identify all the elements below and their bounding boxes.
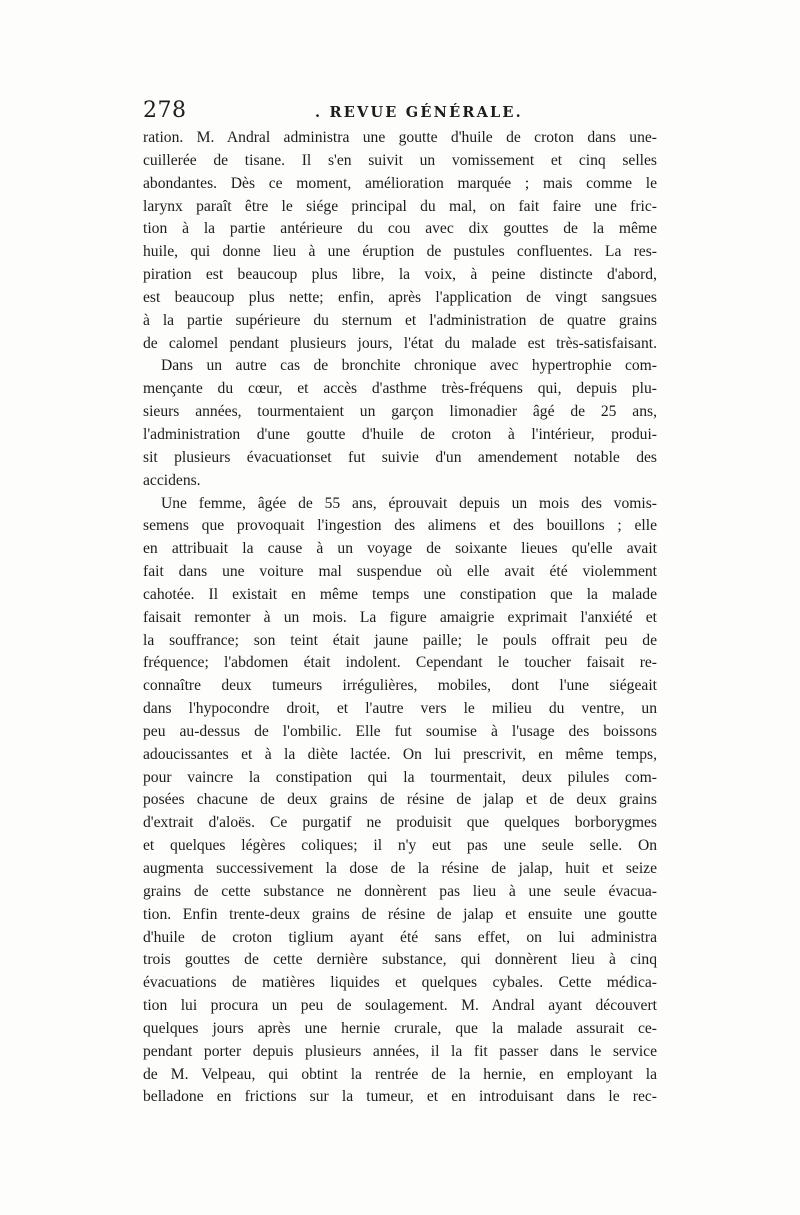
text-line: pour vaincre la constipation qui la tourmentait, deux pilules com- (143, 768, 657, 786)
text-line: cahotée. Il existait en même temps une constipation que la malade (143, 585, 657, 603)
text-line: Dans un autre cas de bronchite chronique avec hypertrophie com- (161, 357, 657, 375)
text-line: connaître deux tumeurs irrégulières, mobiles, dont l'une siégeait (143, 677, 657, 695)
text-line: tion. Enfin trente-deux grains de résine de jalap et ensuite une goutte (143, 905, 657, 923)
text-line: de M. Velpeau, qui obtint la rentrée de la hernie, en employant la (143, 1065, 657, 1083)
text-line: dans l'hypocondre droit, et l'autre vers le milieu du ventre, un (143, 700, 657, 718)
text-line: fait dans une voiture mal suspendue où elle avait été violemment (143, 563, 657, 581)
text-line: sit plusieurs évacuationset fut suivie d'un amendement notable des (143, 448, 657, 466)
text-line: pendant porter depuis plusieurs années, il la fit passer dans le service (143, 1042, 657, 1060)
text-line: piration est beaucoup plus libre, la voix, à peine distincte d'abord, (143, 266, 657, 284)
text-line: tion lui procura un peu de soulagement. M. Andral ayant découvert (143, 997, 657, 1015)
text-line: est beaucoup plus nette; enfin, après l'application de vingt sangsues (143, 288, 657, 306)
text-line: accidens. (143, 471, 201, 489)
text-line: l'administration d'une goutte d'huile de croton à l'intérieur, produi- (143, 425, 657, 443)
text-line: fréquence; l'abdomen était indolent. Cependant le toucher faisait re- (143, 654, 657, 672)
text-line: la souffrance; son teint était jaune paille; le pouls offrait peu de (143, 631, 657, 649)
text-line: évacuations de matières liquides et quelques cybales. Cette médica- (143, 974, 657, 992)
text-line: d'huile de croton tiglium ayant été sans effet, on lui administra (143, 928, 657, 946)
text-line: semens que provoquait l'ingestion des alimens et des bouillons ; elle (143, 517, 657, 535)
running-title: . REVUE GÉNÉRALE. (315, 104, 523, 121)
text-line: quelques jours après une hernie crurale, que la malade assurait ce- (143, 1019, 657, 1037)
text-line: abondantes. Dès ce moment, amélioration marquée ; mais comme le (143, 174, 657, 192)
text-line: à la partie supérieure du sternum et l'administration de quatre grains (143, 311, 657, 329)
text-line: grains de cette substance ne donnèrent pas lieu à une seule évacua- (143, 882, 657, 900)
text-line: d'extrait d'aloës. Ce purgatif ne produisit que quelques borborygmes (143, 814, 657, 832)
page-number: 278 (143, 98, 187, 123)
text-line: sieurs années, tourmentaient un garçon limonadier âgé de 25 ans, (143, 403, 657, 421)
text-line: larynx paraît être le siége principal du mal, on fait faire une fric- (143, 197, 657, 215)
text-line: tion à la partie antérieure du cou avec dix gouttes de la même (143, 220, 657, 238)
text-line: Une femme, âgée de 55 ans, éprouvait depuis un mois des vomis- (161, 494, 657, 512)
text-line: en attribuait la cause à un voyage de soixante lieues qu'elle avait (143, 540, 657, 558)
text-line: ration. M. Andral administra une goutte d'huile de croton dans une- (143, 129, 657, 146)
text-line: belladone en frictions sur la tumeur, et en introduisant dans le rec- (143, 1088, 657, 1106)
text-line: huile, qui donne lieu à une éruption de pustules confluentes. La res- (143, 243, 657, 261)
text-line: trois gouttes de cette dernière substance, qui donnèrent lieu à cinq (143, 951, 657, 969)
text-line: augmenta successivement la dose de la résine de jalap, huit et seize (143, 860, 657, 877)
text-line: adoucissantes et à la diète lactée. On lui prescrivit, en même temps, (143, 745, 657, 763)
text-line: et quelques légères coliques; il n'y eut pas une seule selle. On (143, 837, 657, 855)
text-line: faisait remonter à un mois. La figure amaigrie exprimait l'anxiété et (143, 608, 657, 626)
text-line: mençante du cœur, et accès d'asthme très-fréquens qui, depuis plu- (143, 380, 657, 398)
body-text (143, 127, 657, 1109)
text-line: peu au-dessus de l'ombilic. Elle fut soumise à l'usage des boissons (143, 722, 657, 740)
text-line: posées chacune de deux grains de résine de jalap et de deux grains (143, 791, 657, 809)
page-header (143, 98, 673, 128)
text-line: cuillerée de tisane. Il s'en suivit un vomissement et cinq selles (143, 151, 657, 169)
text-line: de calomel pendant plusieurs jours, l'état du malade est très-satisfaisant. (143, 334, 657, 352)
